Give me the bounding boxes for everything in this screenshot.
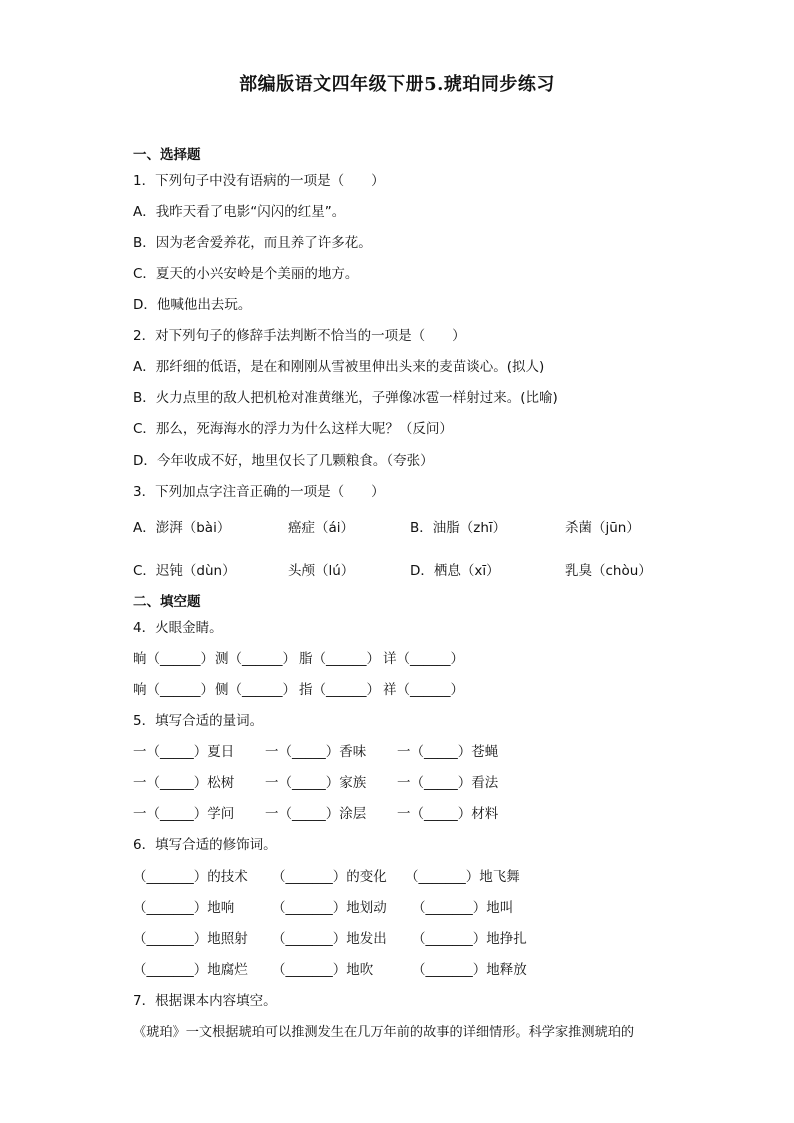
question-2-stem: 2．对下列句子的修辞手法判断不恰当的一项是（ ） [133, 328, 466, 344]
page-title: 部编版语文四年级下册5.琥珀同步练习 [239, 74, 555, 95]
question-5-blank[interactable]: 一（_____）松树 [133, 775, 235, 791]
question-6-blank[interactable]: （_______）地叫 [412, 900, 514, 916]
question-2-option-b: B．火力点里的敌人把机枪对准黄继光，子弹像冰雹一样射过来。(比喻) [133, 390, 558, 406]
question-6-blank[interactable]: （_______）地划动 [272, 900, 387, 916]
question-5-blank[interactable]: 一（_____）涂层 [265, 806, 367, 822]
question-6-blank[interactable]: （_______）地腐烂 [133, 962, 248, 978]
question-2-option-d: D．今年收成不好，地里仅长了几颗粮食。（夸张） [133, 453, 434, 469]
question-7-stem: 7．根据课本内容填空。 [133, 993, 277, 1009]
question-4-blank[interactable]: 晌（______） [133, 651, 214, 667]
question-4-stem: 4．火眼金睛。 [133, 620, 223, 636]
question-5-blank[interactable]: 一（_____）学问 [133, 806, 235, 822]
question-3-option-d: D．栖息（xī） [410, 563, 500, 579]
question-5-blank[interactable]: 一（_____）香味 [265, 744, 367, 760]
question-4-blank[interactable]: 响（______） [133, 682, 214, 698]
question-3-option-b: B．油脂（zhī） [410, 520, 507, 536]
question-6-stem: 6．填写合适的修饰词。 [133, 837, 277, 853]
question-6-blank[interactable]: （_______）的变化 [272, 869, 387, 885]
question-4-blank[interactable]: 脂（______） [299, 651, 380, 667]
question-3-option-a-word2: 癌症（ái） [288, 520, 355, 536]
question-3-option-d-word2: 乳臭（chòu） [565, 563, 652, 579]
question-4-blank[interactable]: 指（______） [299, 682, 380, 698]
question-1-option-b: B．因为老舍爱养花，而且养了许多花。 [133, 235, 372, 251]
question-6-blank[interactable]: （_______）地挣扎 [412, 931, 527, 947]
question-3-stem: 3．下列加点字注音正确的一项是（ ） [133, 484, 385, 500]
question-5-blank[interactable]: 一（_____）夏日 [133, 744, 235, 760]
question-4-blank[interactable]: 侧（______） [215, 682, 296, 698]
question-6-blank[interactable]: （_______）的技术 [133, 869, 248, 885]
question-5-stem: 5．填写合适的量词。 [133, 713, 264, 729]
question-7-text: 《琥珀》一文根据琥珀可以推测发生在几万年前的故事的详细情形。科学家推测琥珀的 [133, 1025, 635, 1040]
question-2-option-a: A．那纤细的低语，是在和刚刚从雪被里伸出头来的麦苗谈心。(拟人) [133, 359, 545, 375]
question-3-option-b-word2: 杀菌（jūn） [565, 520, 640, 536]
question-6-blank[interactable]: （_______）地吹 [272, 962, 374, 978]
question-4-blank[interactable]: 测（______） [215, 651, 296, 667]
section-heading-choice: 一、选择题 [133, 147, 201, 163]
question-4-blank[interactable]: 详（______） [383, 651, 464, 667]
question-1-option-c: C．夏天的小兴安岭是个美丽的地方。 [133, 266, 359, 282]
question-3-option-c-word2: 头颅（lú） [288, 563, 355, 579]
question-5-blank[interactable]: 一（_____）苍蝇 [397, 744, 499, 760]
question-6-blank[interactable]: （_______）地响 [133, 900, 235, 916]
question-6-blank[interactable]: （_______）地释放 [412, 962, 527, 978]
question-5-blank[interactable]: 一（_____）材料 [397, 806, 499, 822]
question-1-stem: 1．下列句子中没有语病的一项是（ ） [133, 173, 385, 189]
question-6-blank[interactable]: （_______）地发出 [272, 931, 387, 947]
question-5-blank[interactable]: 一（_____）看法 [397, 775, 499, 791]
question-2-option-c: C．那么，死海海水的浮力为什么这样大呢？（反问） [133, 421, 453, 437]
question-4-blank[interactable]: 祥（______） [383, 682, 464, 698]
section-heading-fill: 二、填空题 [133, 594, 201, 610]
question-6-blank[interactable]: （_______）地照射 [133, 931, 248, 947]
question-6-blank[interactable]: （_______）地飞舞 [405, 869, 520, 885]
question-1-option-a: A．我昨天看了电影“闪闪的红星”。 [133, 204, 346, 220]
question-3-option-c: C．迟钝（dùn） [133, 563, 236, 579]
question-1-option-d: D．他喊他出去玩。 [133, 297, 252, 313]
question-5-blank[interactable]: 一（_____）家族 [265, 775, 367, 791]
question-3-option-a: A．澎湃（bài） [133, 520, 231, 536]
